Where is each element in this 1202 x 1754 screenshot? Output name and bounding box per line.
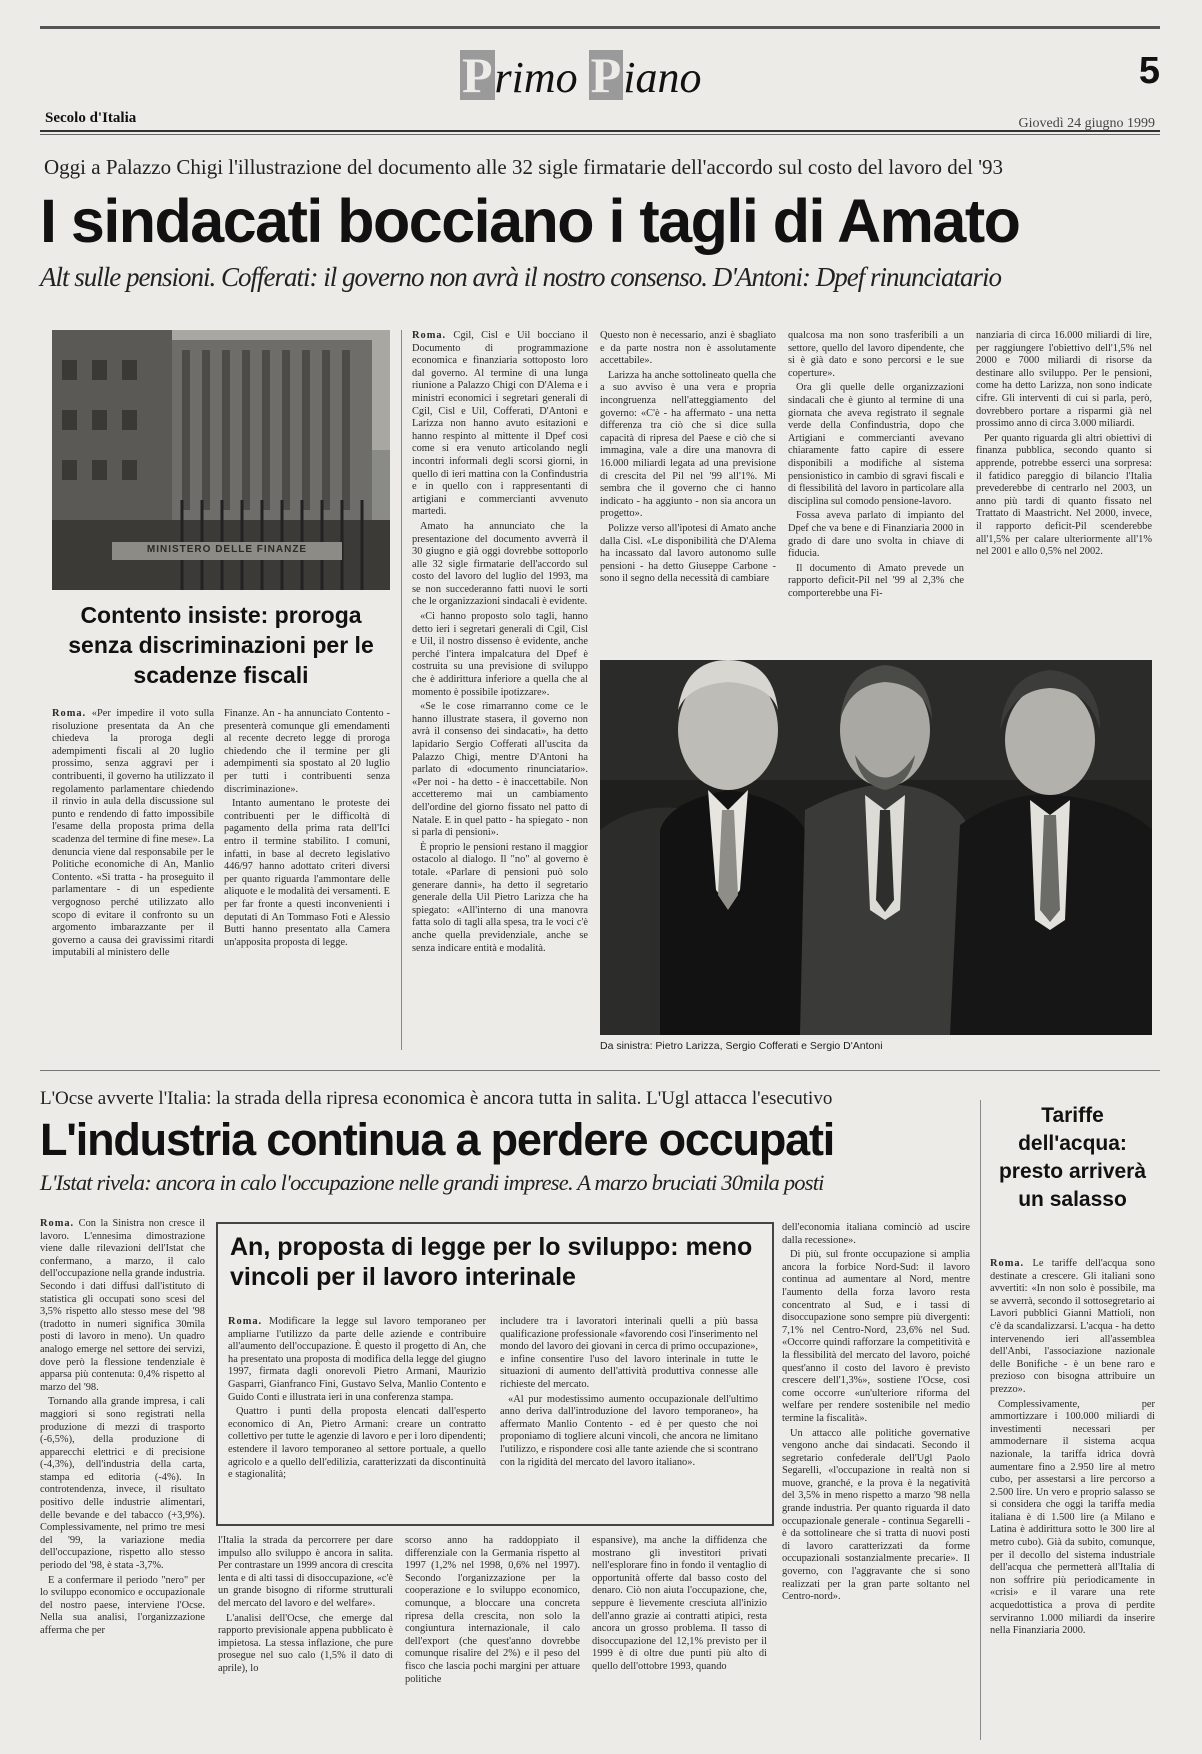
lead-column-3 bbox=[788, 330, 964, 640]
masthead bbox=[40, 20, 1160, 140]
page-number: 5 bbox=[1138, 50, 1160, 92]
masthead-rule-thin bbox=[40, 134, 1160, 135]
water-text: Le tariffe dell'acqua sono destinate a crescere. Gli italiani sono avvertiti: «In non solo è possibile, ma se avverrà, secondo il sottosegretario ai Lavori pubblici Gianni Mattioli, non c'è da scandalizzarsi. L'acqua - ha detto intervenendo ieri all'assemblea dell'Anbi, l'associazione nazionale delle Bonifiche - è un bene raro e prezioso con bisogna attribuire un prezzo». bbox=[990, 1258, 1155, 1395]
second-paragraph: Di più, sul fronte occupazione si amplia ancora la forbice Nord-Sud: il lavoro continua ad aumentare al Nord, mentre l'aumento della forza lavoro resta concentrato al Sud, e i tassi di disoccupazione sono sempre più divergenti: 7,1% nel Centro-Nord, 23,6% nel Sud. «Occorre quindi rafforzare la competitività e la flessibilità del mercato del lavoro, poiché quest'anno il costo del lavoro è previsto crescere dell'1,3%», sostiene l'Ocse, così come occorre «un'ulteriore riforma del welfare per rendere sostenibile nel medio termine la fiscalità». bbox=[782, 1249, 970, 1424]
lead-subhead: Alt sulle pensioni. Cofferati: il governo non avrà il nostro consenso. D'Antoni: Dpef rinunciatario bbox=[40, 262, 1001, 292]
second-subhead: L'Istat rivela: ancora in calo l'occupazione nelle grandi imprese. A marzo bruciati 30mila posti bbox=[40, 1170, 824, 1195]
lead-column-1 bbox=[412, 330, 588, 1062]
water-paragraph bbox=[990, 1258, 1155, 1397]
second-text: Con la Sinistra non cresce il lavoro. L'ennesima dimostrazione viene dalle rilevazioni dell'Istat che confermano, a marzo, il calo dell'occupazione nella grande industria. Secondo i dati diffusi dall'istituto di statistica gli occupati sono scesi del 3,5% rispetto allo stesso mese del '98 (tradotto in numeri significa 30mila posti di lavoro in meno). Un quadro analogo emerge nel settore dei servizi, dove però la flessione tendenziale è apparsa più contenuta: 0,4% rispetto al marzo del '98. bbox=[40, 1218, 205, 1393]
fiscal-column-1 bbox=[52, 708, 214, 1043]
lead-paragraph: Questo non è necessario, anzi è sbagliato e da parte nostra non è assolutamente accettabile». bbox=[600, 330, 776, 367]
section-rule bbox=[40, 1070, 1160, 1071]
second-paragraph: scorso anno ha raddoppiato il differenziale con la Germania rispetto al 1997 (1,2% nel 1998, 0,6% nel 1997). Secondo l'organizzazione per la cooperazione e lo sviluppo economico, comunque, a bloccare una concreta ripresa della crescita, non solo la congiuntura internazionale, il calo dell'export (che quest'anno dovrebbe comunque risalire del 2%) e il peso del fisco che lascia pochi margini per attuare politiche bbox=[405, 1535, 580, 1685]
dateline: Roma. bbox=[412, 330, 447, 341]
second-column-2 bbox=[218, 1535, 393, 1748]
lead-paragraph: «Se le cose rimarranno come ce le hanno illustrate stasera, il governo non avrà il consenso dei sindacati», ha detto lapidario Sergio Cofferati all'uscita da Palazzo Chigi, mentre D'Antoni ha parlato di «documento rinunciatario». «Per noi - ha detto - è inaccettabile. Non accetteremo mai un cambiamento dell'ordine del giorno fissato nel patto di Natale. E in quel patto - ha spiegato - non si parla di pensioni». bbox=[412, 701, 588, 839]
second-paragraph: espansive), ma anche la diffidenza che mostrano gli investitori privati nell'esplorare fino in fondo il ventaglio di opportunità offerte dal basso costo del denaro. Ciò non aiuta l'occupazione, che, seppure è lievemente cresciuta all'inizio dell'anno grazie ai contratti atipici, resta ancora un grosso problema. Il tasso di disoccupazione del 12,1% previsto per il 1999 è di oltre due punti più alto di quello dell'ottobre 1993, quando bbox=[592, 1535, 767, 1672]
lead-paragraph: Larizza ha anche sottolineato quella che a suo avviso è una vera e propria incongruenza nell'atteggiamento del governo: «C'è - ha affermato - una netta differenza tra ciò che si dice sulla capacità di ripresa del Paese e ciò che si immagina, vale a dire una manovra di 16.000 miliardi legata ad una previsione di crescita del Pil nel '99 all'1%. Mi sembra che il governo che ci hanno indicato - ha aggiunto - non sia ancora un progetto». bbox=[600, 369, 776, 520]
lead-paragraph: nanziaria di circa 16.000 miliardi di lire, per raggiungere l'obiettivo dell'1,5% nel 2000 e 7000 miliardi di risorse da destinare allo sviluppo. Per le pensioni, come ha detto Larizza, non sono indicate cifre. Gli interventi di cui si parla, però, dovrebbero portare a risparmi già nel prossimo anno di circa 3.000 miliardi. bbox=[976, 330, 1152, 430]
union-leaders-photo bbox=[600, 660, 1152, 1035]
fiscal-paragraph bbox=[52, 708, 214, 960]
second-paragraph bbox=[40, 1218, 205, 1394]
lead-paragraph: «Ci hanno proposto solo tagli, hanno detto ieri i segretari generali di Cgil, Cisl e Uil, il nostro dissenso è evidente, anche perché l'intera impalcatura del Dpef è costruita su una previsione di sviluppo che è addirittura inferiore a quella che al momento è possibile ipotizzare». bbox=[412, 611, 588, 698]
lead-paragraph: qualcosa ma non sono trasferibili a un settore, quello del lavoro dipendente, che si è già dato e sono percorsi e le sue coperture». bbox=[788, 330, 964, 379]
lead-column-2 bbox=[600, 330, 776, 640]
an-headline: An, proposta di legge per lo sviluppo: meno vincoli per il lavoro interinale bbox=[230, 1233, 753, 1291]
an-text: Modificare la legge sul lavoro temporaneo per ampliarne l'utilizzo da parte delle aziende e contribuire all'aumento dell'occupazione. È questo il progetto di An, che ha presentato una proposta di modifica della legge del giugno 1997, firmata dagli onorevoli Pietro Armani, Maurizio Gasparri, Gianfranco Fini, Gustavo Selva, Manlio Contento e Guido Conti e illustrata ieri in una conferenza stampa. bbox=[228, 1316, 486, 1403]
lead-paragraph: Ora gli quelle delle organizzazioni sindacali che è giunto al termine di una giornata che aveva registrato il segnale verde della Confindustria, dopo che Artigiani e commercianti avevano chiaramente fatto capire di essere disponibili a modifiche al sistema pensionistico in cambio di sgravi fiscali e di flessibilità del lavoro in particolare alla disciplina sul comodo pensione-lavoro. bbox=[788, 382, 964, 507]
lead-text: Cgil, Cisl e Uil bocciano il Documento di programmazione economica e finanziaria sottoposto loro dal governo. Al termine di una lunga riunione a Palazzo Chigi con D'Alema e i ministri economici i segretari generali di Cgil, Cisl e Uil, Cofferati, D'Antoni e Larizza non hanno avuto esitazioni e hanno respinto al mittente il Dpef così come si era venuto articolando negli incontri informali degli scorsi giorni, in quello di ieri mattina con la Confindustria e in quello con i rappresentanti di artigiani e commercianti avvenuto martedì. bbox=[412, 330, 588, 518]
fiscal-paragraph: Finanze. An - ha annunciato Contento - presenterà comunque gli emendamenti al recente decreto legge di proroga chiedendo che il termine per gli adempimenti sia spostato al 20 luglio per tutti i contribuenti senza discriminazione». bbox=[224, 708, 390, 795]
second-kicker: L'Ocse avverte l'Italia: la strada della ripresa economica è ancora tutta in salita. L'Ugl attacca l'esecutivo bbox=[40, 1088, 833, 1109]
second-paragraph: Tornando alla grande impresa, i cali maggiori si sono registrati nella produzione di mezzi di trasporto (-6,5%), della produzione di apparecchi elettrici e di precisione (-4,3%), dell'industria della carta, stampa ed editoria (-4%). In controtendenza, invece, il risultato positivo delle industrie alimentari, delle bevande e del tabacco (+3,9%). Complessivamente, nel primo tre mesi del '99, la variazione media dell'occupazione, rispetto allo stesso periodo del '98, è stata -3,7%. bbox=[40, 1396, 205, 1572]
an-column-1 bbox=[228, 1316, 486, 1516]
second-paragraph: Un attacco alle politiche governative vengono anche dai sindacati. Secondo il segretario confederale dell'Ugl Paolo Segarelli, «l'occupazione in realtà non si muove, granché, e la prova è la negatività del 3,5% in meno rispetto a marzo '98 nella grande industria. Per quanto riguarda il dato occupazionale generale - continua Segarelli - è da sottolineare che si tratta di nuovi posti di lavoro caratterizzati da forme occupazionali sostanzialmente precarie». Il governo, con l'aggravante che si sono realizzati per la gran parte soltanto nel Centro-nord». bbox=[782, 1427, 970, 1603]
lead-paragraph: Amato ha annunciato che la presentazione del documento avverrà il 30 giugno e già oggi dovrebbe sottoporlo alle 32 sigle firmatarie dell'accordo sul costo del lavoro del luglio del 1993, ma se non succederanno fatti nuovi le sorti che le organizzazioni sindacali è evidente. bbox=[412, 520, 588, 608]
section-initial-p2: P bbox=[590, 47, 622, 103]
an-paragraph: «Al pur modestissimo aumento occupazionale dell'ultimo anno deriva dall'introduzione del lavoro temporaneo», ha affermato Manlio Contento - ed è per questo che noi proponiamo di togliere alcuni vincoli, che ancora ne limitano l'utilizzo, e rispondere così alle tante aziende che si scontrano con la rigidità del mercato del lavoro italiano». bbox=[500, 1393, 758, 1468]
finance-ministry-photo bbox=[52, 330, 390, 590]
second-paragraph: L'analisi dell'Ocse, che emerge dal rapporto previsionale appena pubblicato è impietosa. La stessa inflazione, che pure prosegue nel suo calo (1,5% il dato di aprile), lo bbox=[218, 1612, 393, 1674]
fiscal-column-2 bbox=[224, 708, 390, 1043]
water-headline: Tariffe dell'acqua: presto arriverà un salasso bbox=[998, 1104, 1147, 1211]
lead-paragraph: È proprio le pensioni restano il maggior ostacolo al dialogo. Il "no" al governo è totale. «Parlare di pensioni può solo generare danni», ha detto il segretario generale della Uil Pietro Larizza che ha spiegato: «All'interno di una manovra fatta solo di tagli alla spesa, tra le voci c'è anche quella previdenziale, anche se senza indicare entità e modalità. bbox=[412, 841, 588, 954]
lead-headline: I sindacati bocciano i tagli di Amato bbox=[40, 187, 1020, 255]
second-headline: L'industria continua a perdere occupati bbox=[40, 1114, 835, 1165]
column-divider bbox=[980, 1100, 981, 1740]
section-word-2: iano bbox=[623, 53, 702, 102]
union-leaders-image bbox=[600, 660, 1152, 1035]
lead-paragraph: Per quanto riguarda gli altri obiettivi di finanza pubblica, secondo quanto si apprende, potrebbe esserci una sorpresa: il fatidico pareggio di bilancio l'Italia prevederebbe di centrarlo nel 2003, un anno più tardi di quanto fissato nel Trattato di Maastricht. Nel 2000, invece, il rapporto deficit-Pil scenderebbe all'1,5% per calare ulteriormente all'1% nel 2001 e allo 0,5% nel 2002. bbox=[976, 432, 1152, 558]
lead-kicker: Oggi a Palazzo Chigi l'illustrazione del documento alle 32 sigle firmatarie dell'accordo sul costo del lavoro del '93 bbox=[44, 155, 1003, 179]
masthead-top-rule bbox=[40, 26, 1160, 29]
water-paragraph: Complessivamente, per ammortizzare i 100.000 miliardi di investimenti necessari per ammodernare il sistema acqua nazionale, la tariffa idrica dovrà aumentare fino a 2.950 lire al metro cubo, per assestarsi a lire percorso a 2.500 lire. Un vero e proprio salasso se si considera che oggi la tariffa media italiana è di 1.500 lire (a Milano e Latina è addirittura sotto le 300 lire al metro cubo). Già da subito, comunque, per il decollo del sistema industriale dell'acqua che permetterà all'Italia di non soffrire più periodicamente in «crisi» e il varare una rete acquedottistica a prova di perdite serviranno 1.000 miliardi da inserire nella Finanziaria 2000. bbox=[990, 1398, 1155, 1637]
column-divider bbox=[401, 330, 402, 1050]
newspaper-name: Secolo d'Italia bbox=[45, 110, 137, 126]
fiscal-paragraph: Intanto aumentano le proteste dei contribuenti per le difficoltà di pagamento della prima rata dell'Ici entro il termine stabilito. I comuni, infatti, in base al decreto legislativo 446/97 hanno adottato criteri diversi per quanto riguarda l'ammontare delle aliquote e le modalità dei versamenti. E per far fronte a questi inconvenienti i deputati di An Tommaso Foti e Alessio Butti hanno presentato alla Camera un'apposita proposta di legge. bbox=[224, 798, 390, 948]
masthead-rule bbox=[40, 130, 1160, 132]
section-title bbox=[460, 47, 702, 103]
dateline: Roma. bbox=[228, 1316, 263, 1327]
dateline: Roma. bbox=[990, 1258, 1025, 1269]
water-column bbox=[990, 1258, 1155, 1748]
an-column-2 bbox=[500, 1316, 758, 1516]
dateline: Roma. bbox=[40, 1218, 75, 1229]
second-paragraph: l'Italia la strada da percorrere per dare impulso allo sviluppo è ancora in salita. Per contrastare un 1999 ancora di crescita lenta e di alti tassi di disoccupazione, «c'è un grande bisogno di riforme strutturali del mercato del lavoro e del welfare». bbox=[218, 1535, 393, 1609]
lead-paragraph: Polizze verso all'ipotesi di Amato anche dalla Cisl. «Le disponibilità che D'Alema ha incassato dal lavoro autonomo sulle pensioni - ha detto Giuseppe Carbone - sono il segno della necessità di cambiare bbox=[600, 522, 776, 585]
photo-caption: Da sinistra: Pietro Larizza, Sergio Cofferati e Sergio D'Antoni bbox=[600, 1040, 883, 1052]
lead-paragraph: Il documento di Amato prevede un rapporto deficit-Pil nel '99 al 2,3% che comporterebbe una Fi- bbox=[788, 562, 964, 599]
fiscal-text: «Per impedire il voto sulla risoluzione presentata da An che chiedeva la proroga degli adempimenti fiscali al 20 luglio prossimo, senza aggravi per i contribuenti, il governo ha utilizzato il regolamento parlamentare chiedendo il rinvio in aula della discussione sul punto e rendendo di fatto impossibile l'esame della proposta prima della scadenza del termine di fine mese». La denuncia viene dal responsabile per le Politiche economiche di An, Manlio Contento. «Si tratta - ha proseguito il parlamentare - di un espediente vergognoso perché utilizzato allo scopo di evitare il confronto su un argomento imbarazzante per il governo a causa dei gravissimi ritardi imputabili al ministero delle bbox=[52, 708, 214, 959]
section-word-1: rimo bbox=[494, 53, 589, 102]
section-initial-p1: P bbox=[462, 47, 493, 103]
an-paragraph: Quattro i punti della proposta elencati dall'esperto economico di An, Pietro Armani: creare un contratto collettivo per tutte le agenzie di lavoro e per i loro dipendenti; estendere il lavoro temporaneo al settore portuale, a quello agricolo e a quello dell'edilizia, caratterizzati da discontinuità e stagionalità; bbox=[228, 1406, 486, 1481]
dateline: Roma. bbox=[52, 708, 87, 719]
second-column-4 bbox=[592, 1535, 767, 1748]
lead-paragraph bbox=[412, 330, 588, 519]
fiscal-headline: Contento insiste: proroga senza discriminazioni per le scadenze fiscali bbox=[68, 602, 374, 688]
ministry-sign-text: MINISTERO DELLE FINANZE bbox=[146, 544, 308, 555]
second-column-5 bbox=[782, 1222, 970, 1748]
second-paragraph: dell'economia italiana cominciò ad uscire dalla recessione». bbox=[782, 1222, 970, 1246]
second-paragraph: E a confermare il periodo "nero" per lo sviluppo economico e occupazionale del nostro paese, interviene l'Ocse. Nella sua analisi, l'organizzazione afferma che per bbox=[40, 1574, 205, 1636]
an-paragraph bbox=[228, 1316, 486, 1404]
lead-paragraph: Fossa aveva parlato di impianto del Dpef che va bene e di Finanziaria 2000 in grado di dare uno svolta in chiave di fiducia. bbox=[788, 510, 964, 560]
second-column-1 bbox=[40, 1218, 205, 1748]
issue-date: Giovedì 24 giugno 1999 bbox=[1018, 116, 1155, 131]
an-paragraph: includere tra i lavoratori interinali quelli a più bassa qualificazione professionale «favorendo così l'inserimento nel mondo del lavoro dei giovani in cerca di primo occupazione», e infine consentire l'uso del lavoro interinale in tutte le situazioni di aumento dell'attività produttiva connesse alle richieste del mercato. bbox=[500, 1316, 758, 1390]
lead-column-4 bbox=[976, 330, 1152, 640]
an-proposal-box bbox=[216, 1222, 774, 1526]
second-column-3 bbox=[405, 1535, 580, 1748]
